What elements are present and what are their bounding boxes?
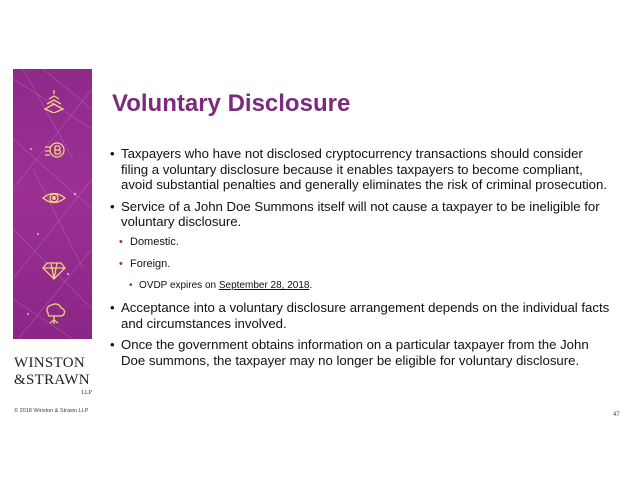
bullet-glyph: • bbox=[129, 279, 133, 291]
ovdp-suffix: . bbox=[309, 279, 313, 291]
copyright-notice: © 2018 Winston & Strawn LLP bbox=[14, 408, 89, 414]
slide-content bbox=[110, 146, 610, 374]
bullet-glyph: • bbox=[110, 146, 115, 161]
slide-title: Voluntary Disclosure bbox=[112, 90, 351, 117]
logo-line-1: WINSTON bbox=[14, 355, 85, 371]
sub-bullet-item bbox=[110, 236, 610, 249]
sub-bullet-text: Domestic. bbox=[130, 235, 179, 248]
tree-network-icon bbox=[42, 301, 66, 325]
ovdp-prefix: OVDP expires on bbox=[139, 279, 219, 291]
firm-logo bbox=[14, 355, 94, 396]
logo-llp: LLP bbox=[81, 390, 92, 396]
bullet-text: Acceptance into a voluntary disclosure arrangement depends on the individual facts and circumstances involved. bbox=[121, 299, 610, 331]
bullet-text: Taxpayers who have not disclosed cryptocurrency transactions should consider filing a voluntary disclosure because it enables taxpayers to become compliant, avoid substantial penalties and generally eliminates the risk of criminal prosecution. bbox=[121, 146, 607, 193]
eye-icon bbox=[42, 186, 66, 210]
bullet-item bbox=[110, 300, 610, 331]
bullet-text: Once the government obtains information on a particular taxpayer from the John Doe summons, the taxpayer may no longer be eligible for voluntary disclosure. bbox=[121, 337, 589, 368]
money-stack-icon bbox=[42, 89, 66, 113]
diamond-icon bbox=[42, 257, 66, 281]
bullet-glyph: • bbox=[110, 299, 115, 315]
bullet-item bbox=[110, 146, 610, 193]
bitcoin-coins-icon bbox=[42, 139, 66, 163]
sub-bullet-item bbox=[110, 258, 610, 271]
bullet-text: Service of a John Doe Summons itself will not cause a taxpayer to be ineligible for voluntary disclosure. bbox=[121, 198, 600, 230]
bullet-item bbox=[110, 199, 610, 230]
bullet-glyph: • bbox=[119, 257, 123, 270]
decorative-band bbox=[13, 69, 92, 339]
sub-sub-bullet-item bbox=[110, 280, 610, 292]
page-number: 47 bbox=[613, 412, 620, 418]
bullet-glyph: • bbox=[119, 235, 123, 248]
logo-line-2: &STRAWN bbox=[14, 372, 90, 388]
bullet-glyph: • bbox=[110, 198, 115, 214]
ovdp-date-link[interactable]: September 28, 2018 bbox=[218, 279, 310, 291]
bullet-item bbox=[110, 337, 610, 368]
bullet-glyph: • bbox=[110, 337, 115, 353]
sub-bullet-text: Foreign. bbox=[130, 257, 171, 270]
